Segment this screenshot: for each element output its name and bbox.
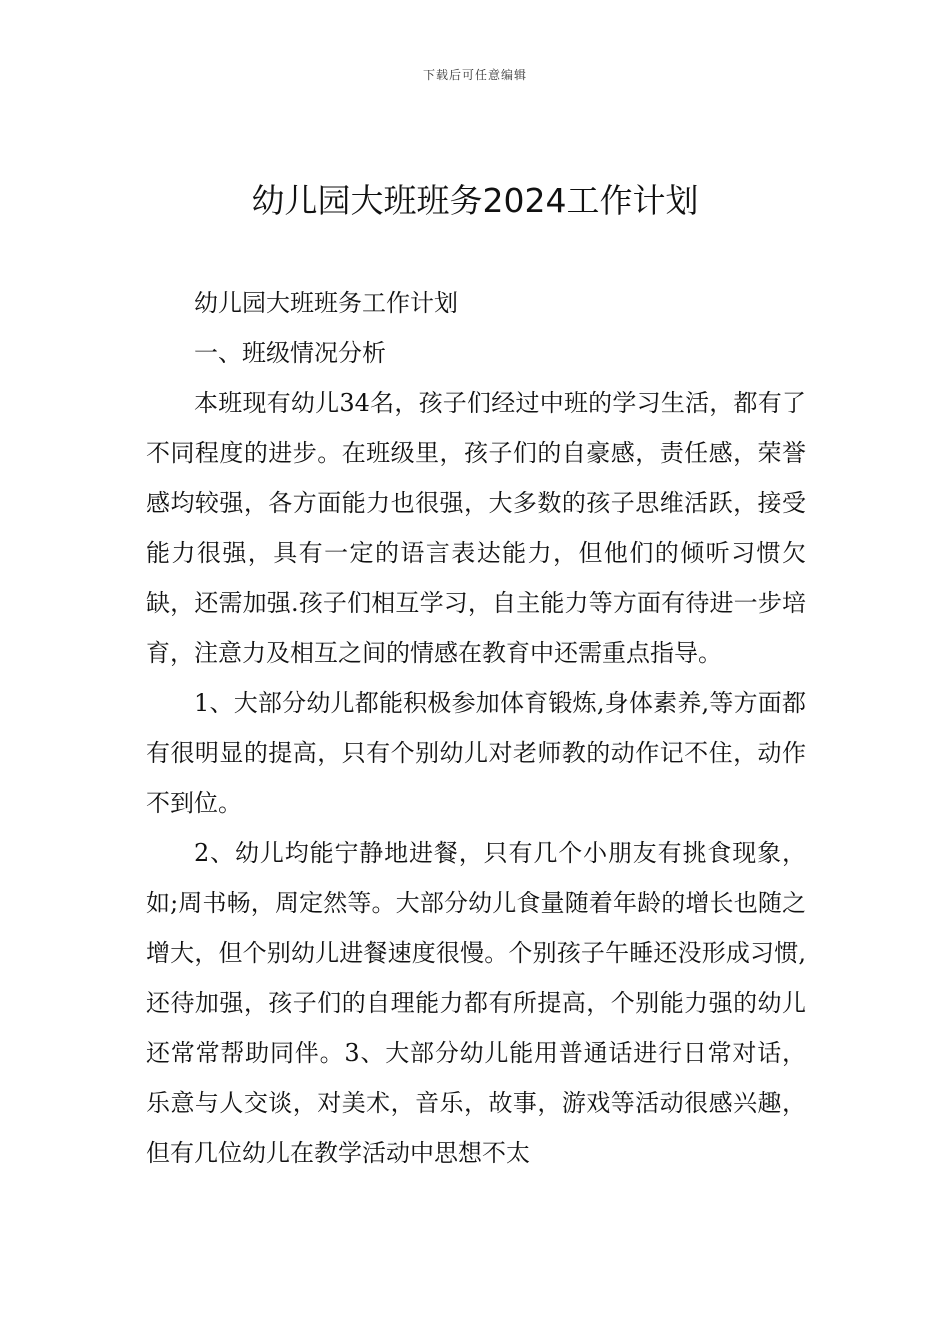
document-body (146, 278, 806, 1178)
paragraph-section-heading: 一、班级情况分析 (194, 339, 386, 367)
paragraph-subtitle: 幼儿园大班班务工作计划 (194, 289, 458, 317)
paragraph: 本班现有幼儿34名，孩子们经过中班的学习生活，都有了不同程度的进步。在班级里，孩子们的自豪感，责任感，荣誉感均较强，各方面能力也很强，大多数的孩子思维活跃，接受能力很强，具有一定的语言表达能力，但他们的倾听习惯欠缺，还需加强.孩子们相互学习，自主能力等方面有待进一步培育，注意力及相互之间的情感在教育中还需重点指导。 (146, 389, 806, 667)
paragraph: 1、大部分幼儿都能积极参加体育锻炼,身体素养,等方面都有很明显的提高，只有个别幼儿对老师教的动作记不住，动作不到位。 (146, 689, 806, 817)
document-title: 幼儿园大班班务2024工作计划 (251, 181, 699, 220)
header-note: 下载后可任意编辑 (422, 68, 527, 82)
paragraph: 2、幼儿均能宁静地进餐，只有几个小朋友有挑食现象，如;周书畅，周定然等。大部分幼儿食量随着年龄的增长也随之增大，但个别幼儿进餐速度很慢。个别孩子午睡还没形成习惯,还待加强，孩子们的自理能力都有所提高，个别能力强的幼儿还常常帮助同伴。3、大部分幼儿能用普通话进行日常对话，乐意与人交谈，对美术，音乐，故事，游戏等活动很感兴趣，但有几位幼儿在教学活动中思想不太 (146, 839, 806, 1167)
